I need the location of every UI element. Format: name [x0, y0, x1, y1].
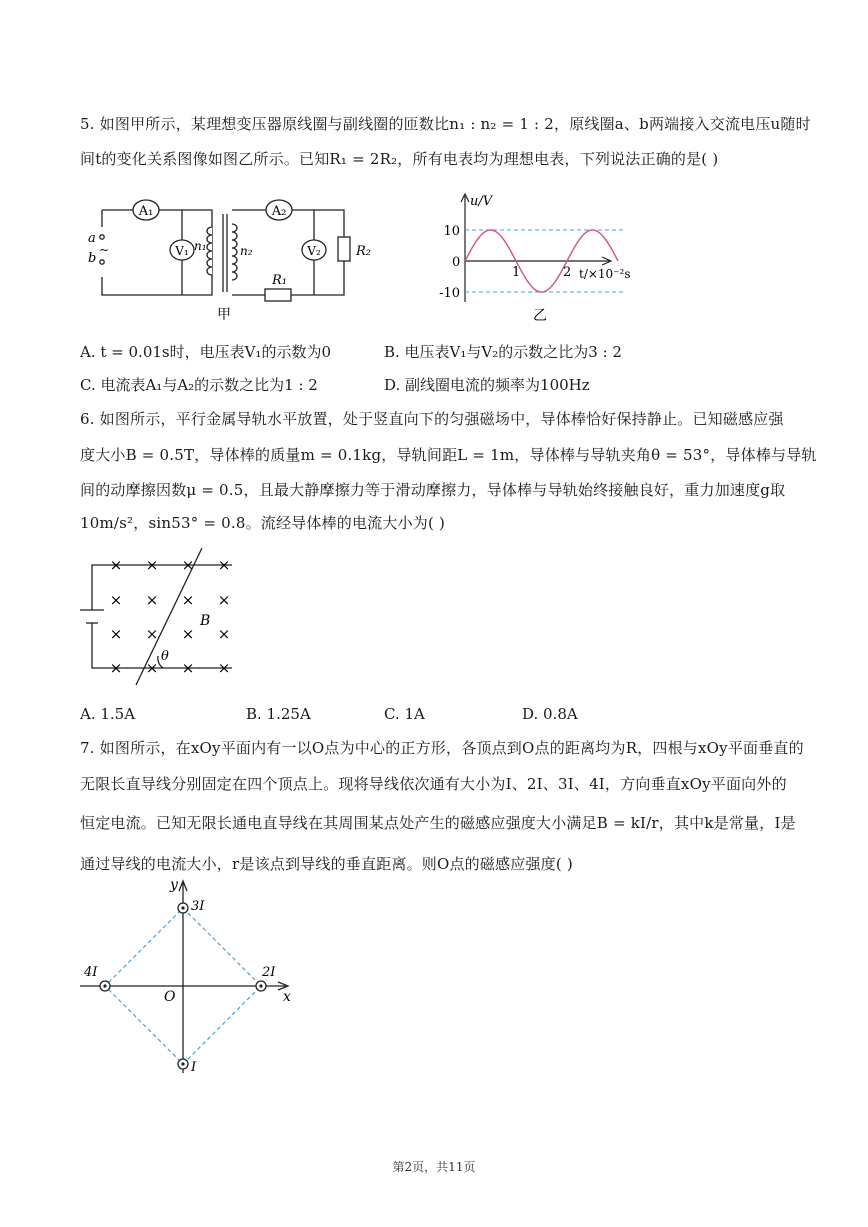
y-axis-label: y [170, 877, 178, 893]
q5-option-b[interactable]: B. 电压表V₁与V₂的示数之比为3 : 2 [384, 343, 622, 361]
field-cross-mark: × [145, 556, 159, 574]
a2-label: A₂ [271, 204, 287, 219]
a1-label: A₁ [138, 204, 154, 219]
field-cross-mark: × [217, 659, 231, 677]
wire-i-label: I [191, 1060, 197, 1075]
v2-label: V₂ [307, 244, 321, 258]
q6-line-4: 10m/s²，sin53° = 0.8。流经导体棒的电流大小为( ) [80, 514, 446, 532]
n1-label: n₁ [194, 239, 207, 253]
q6-option-a[interactable]: A. 1.5A [80, 705, 136, 723]
q6-line-2: 度大小B = 0.5T，导体棒的质量m = 0.1kg，导轨间距L = 1m，导体棒与导轨夹角θ = 53°，导体棒与导轨 [80, 446, 817, 464]
q5-option-c[interactable]: C. 电流表A₁与A₂的示数之比为1 : 2 [80, 376, 318, 394]
field-cross-mark: × [145, 591, 159, 609]
voltage-time-graph [430, 188, 660, 328]
r1-label: R₁ [272, 273, 287, 288]
transformer-circuit-figure [82, 192, 372, 327]
field-cross-mark: × [181, 591, 195, 609]
ac-source-tilde: ~ [99, 243, 110, 257]
q6-option-c[interactable]: C. 1A [384, 705, 425, 723]
wire-3i-label: 3I [191, 899, 205, 914]
figure-yi-caption: 乙 [533, 308, 547, 324]
r2-label: R₂ [356, 244, 371, 259]
field-cross-mark: × [145, 625, 159, 643]
q6-line-3: 间的动摩擦因数μ = 0.5，且最大静摩擦力等于滑动摩擦力，导体棒与导轨始终接触良好，重力加速度g取 [80, 481, 786, 499]
q5-option-a[interactable]: A. t = 0.01s时，电压表V₁的示数为0 [80, 343, 331, 361]
field-cross-mark: × [109, 591, 123, 609]
origin-o-label: O [164, 989, 176, 1005]
x-tick-label: 1 [512, 265, 521, 280]
v1-label: V₁ [175, 244, 189, 258]
q7-line-1: 7. 如图所示，在xOy平面内有一以O点为中心的正方形，各顶点到O点的距离均为R，四根与xOy平面垂直的 [80, 739, 804, 757]
angle-theta-label: θ [161, 649, 169, 664]
q7-line-3: 恒定电流。已知无限长通电直导线在其周围某点处产生的磁感应强度大小满足B = kI/r，其中k是常量，I是 [80, 814, 796, 832]
n2-label: n₂ [240, 244, 253, 258]
q5-line-2: 间t的变化关系图像如图乙所示。已知R₁ = 2R₂，所有电表均为理想电表，下列说法正确的是( ) [80, 150, 719, 168]
field-cross-mark: × [217, 591, 231, 609]
field-cross-mark: × [181, 625, 195, 643]
rail-magnetic-field-figure [78, 545, 248, 690]
field-cross-mark: × [145, 659, 159, 677]
square-wires-figure [78, 873, 308, 1083]
y-tick-label: -10 [439, 286, 460, 301]
field-cross-mark: × [181, 556, 195, 574]
t-axis-label: t/×10⁻²s [579, 267, 631, 281]
figure-jia-caption: 甲 [217, 307, 231, 323]
q7-line-2: 无限长直导线分别固定在四个顶点上。现将导线依次通有大小为I、2I、3I、4I，方向垂直xOy平面向外的 [80, 775, 787, 793]
field-cross-mark: × [109, 625, 123, 643]
q7-line-4: 通过导线的电流大小，r是该点到导线的垂直距离。则O点的磁感应强度( ) [80, 855, 573, 873]
x-tick-label: 2 [563, 265, 572, 280]
terminal-b-label: b [88, 251, 97, 266]
wire-4i-label: 4I [84, 965, 98, 980]
field-cross-mark: × [217, 625, 231, 643]
terminal-a-label: a [88, 231, 96, 246]
q6-option-b[interactable]: B. 1.25A [246, 705, 311, 723]
q6-line-1: 6. 如图所示，平行金属导轨水平放置，处于竖直向下的匀强磁场中，导体棒恰好保持静止。已知磁感应强 [80, 410, 784, 428]
q5-option-d[interactable]: D. 副线圈电流的频率为100Hz [384, 376, 590, 394]
field-cross-mark: × [217, 556, 231, 574]
wire-2i-label: 2I [262, 965, 276, 980]
field-cross-mark: × [181, 659, 195, 677]
x-axis-label: x [283, 989, 291, 1005]
y-tick-label: 10 [443, 224, 460, 239]
field-cross-mark: × [109, 556, 123, 574]
field-b-label: B [200, 613, 211, 629]
u-axis-label: u/V [470, 194, 493, 209]
graph-origin-label: 0 [452, 255, 461, 270]
q6-option-d[interactable]: D. 0.8A [522, 705, 578, 723]
q5-line-1: 5. 如图甲所示，某理想变压器原线圈与副线圈的匝数比n₁ : n₂ = 1 : 2，原线圈a、b两端接入交流电压u随时 [80, 115, 811, 133]
field-cross-mark: × [109, 659, 123, 677]
page-footer: 第2页，共11页 [392, 1160, 476, 1174]
